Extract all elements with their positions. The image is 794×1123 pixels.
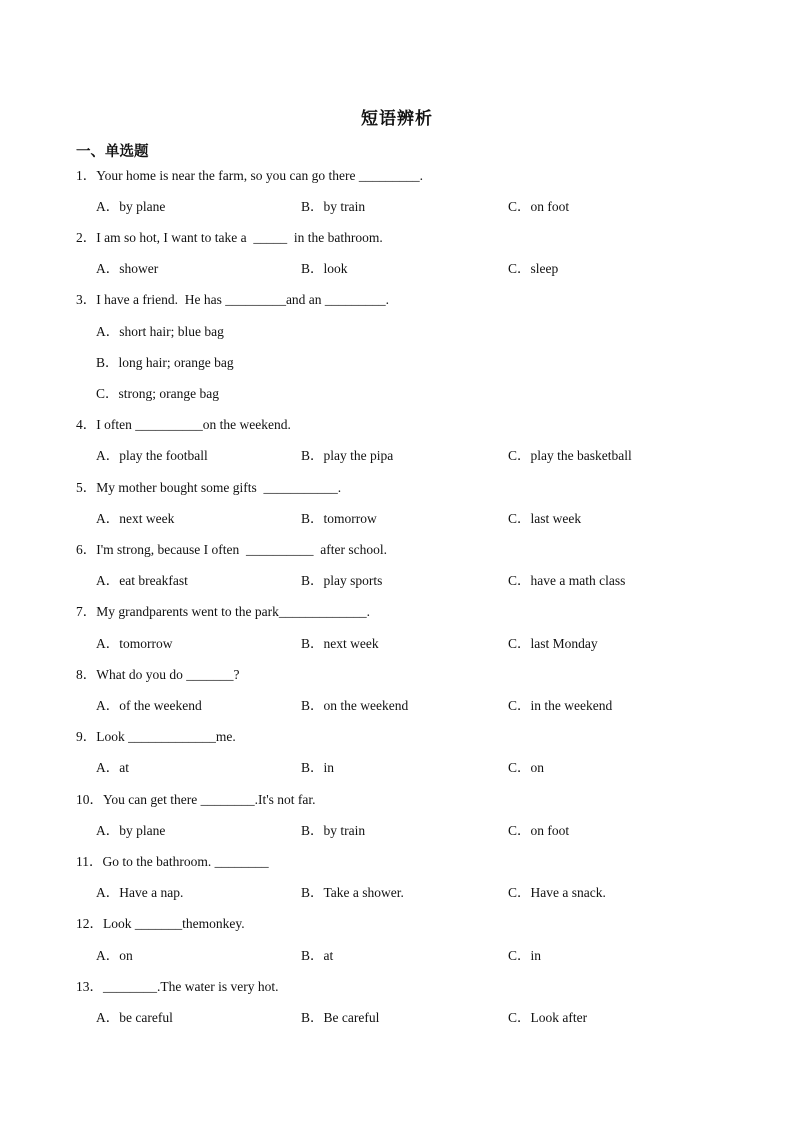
question-number: 11． [76,854,103,869]
question-number: 4． [76,417,97,432]
option-b[interactable]: B．at [301,948,334,963]
question-8 [76,666,239,684]
question-9 [76,728,236,746]
option-b[interactable]: B．tomorrow [301,511,377,526]
option-a[interactable]: A．eat breakfast [96,573,188,588]
question-5 [76,479,341,497]
option-b[interactable]: B．by train [301,199,366,214]
question-text: I'm strong, because I often __________ after school. [96,542,387,557]
section-heading: 一、单选题 [76,144,149,160]
option-c[interactable]: C．play the basketball [508,448,632,463]
page-title: 短语辨析 [361,109,433,129]
option-a[interactable]: A．Have a nap. [96,885,184,900]
option-b[interactable]: B．long hair; orange bag [96,355,234,370]
question-11 [76,853,269,871]
option-c[interactable]: C．on [508,760,545,775]
question-1 [76,167,423,185]
question-text: You can get there ________.It's not far. [103,792,316,807]
question-text: Your home is near the farm, so you can go there _________. [96,168,423,183]
option-a[interactable]: A．of the weekend [96,698,202,713]
question-number: 1． [76,168,97,183]
option-a[interactable]: A．shower [96,261,159,276]
option-b[interactable]: B．play the pipa [301,448,394,463]
question-number: 13． [76,979,103,994]
question-6 [76,541,387,559]
question-4 [76,416,291,434]
option-c[interactable]: C．have a math class [508,573,626,588]
option-b[interactable]: B．in [301,760,335,775]
question-text: Look _____________me. [96,729,236,744]
question-13 [76,978,278,996]
question-number: 2． [76,230,97,245]
option-c[interactable]: C．on foot [508,199,570,214]
option-c[interactable]: C．last week [508,511,582,526]
option-c[interactable]: C．in the weekend [508,698,613,713]
question-number: 10． [76,792,103,807]
question-number: 12． [76,916,103,931]
question-number: 3． [76,292,97,307]
option-c[interactable]: C．in [508,948,542,963]
option-a[interactable]: A．on [96,948,133,963]
question-text: My grandparents went to the park_____________. [96,604,370,619]
option-a[interactable]: A．by plane [96,823,166,838]
option-b[interactable]: B．next week [301,636,379,651]
question-text: ________.The water is very hot. [103,979,279,994]
option-c[interactable]: C．strong; orange bag [96,386,219,401]
option-a[interactable]: A．tomorrow [96,636,173,651]
question-text: I have a friend. He has _________and an _________. [96,292,390,307]
question-2 [76,229,383,247]
question-text: What do you do _______? [96,667,240,682]
option-b[interactable]: B．play sports [301,573,383,588]
option-a[interactable]: A．by plane [96,199,166,214]
question-3 [76,291,389,309]
option-a[interactable]: A．short hair; blue bag [96,324,224,339]
question-number: 5． [76,480,97,495]
option-a[interactable]: A．next week [96,511,175,526]
question-number: 7． [76,604,97,619]
question-number: 8． [76,667,97,682]
option-a[interactable]: A．at [96,760,129,775]
option-b[interactable]: B．on the weekend [301,698,409,713]
option-b[interactable]: B．Be careful [301,1010,380,1025]
option-b[interactable]: B．look [301,261,348,276]
question-text: I often __________on the weekend. [96,417,291,432]
question-text: I am so hot, I want to take a _____ in the bathroom. [96,230,383,245]
option-c[interactable]: C．Look after [508,1010,588,1025]
question-12 [76,915,245,933]
option-c[interactable]: C．last Monday [508,636,598,651]
question-text: Go to the bathroom. ________ [102,854,269,869]
question-7 [76,603,370,621]
option-c[interactable]: C．sleep [508,261,559,276]
question-number: 6． [76,542,97,557]
option-c[interactable]: C．on foot [508,823,570,838]
option-c[interactable]: C．Have a snack. [508,885,606,900]
option-a[interactable]: A．be careful [96,1010,173,1025]
option-b[interactable]: B．by train [301,823,366,838]
question-10 [76,791,316,809]
option-a[interactable]: A．play the football [96,448,208,463]
question-text: Look _______themonkey. [103,916,245,931]
question-text: My mother bought some gifts ___________. [96,480,342,495]
option-b[interactable]: B．Take a shower. [301,885,404,900]
question-number: 9． [76,729,97,744]
